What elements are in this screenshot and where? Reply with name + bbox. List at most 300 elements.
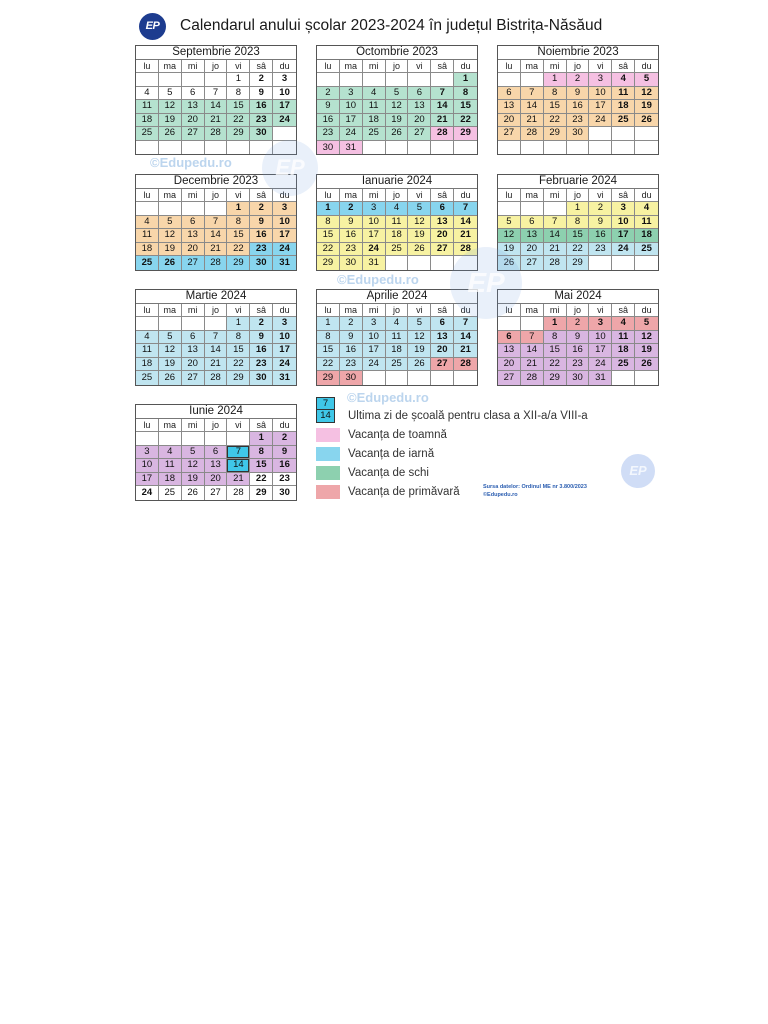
weekday-header: jo — [205, 189, 228, 203]
day-cell: 19 — [408, 229, 431, 243]
weekday-header: mi — [544, 189, 567, 203]
day-grid — [136, 419, 296, 500]
empty-cell — [250, 141, 273, 155]
day-cell: 17 — [589, 344, 612, 358]
day-cell: 16 — [317, 114, 340, 128]
day-cell: 6 — [182, 216, 205, 230]
day-cell: 24 — [612, 243, 635, 257]
empty-cell — [159, 141, 182, 155]
day-cell: 16 — [273, 459, 296, 473]
day-cell: 12 — [635, 331, 658, 345]
weekday-header: vi — [408, 60, 431, 74]
day-cell: 31 — [273, 371, 296, 385]
day-cell: 29 — [317, 256, 340, 270]
day-cell: 5 — [159, 216, 182, 230]
day-cell: 31 — [340, 141, 363, 155]
weekday-header: ma — [521, 60, 544, 74]
empty-cell — [205, 432, 228, 446]
empty-cell — [635, 256, 658, 270]
empty-cell — [521, 202, 544, 216]
day-cell: 21 — [431, 114, 454, 128]
month-ianuarie-2024 — [316, 174, 478, 271]
day-cell: 7 — [521, 331, 544, 345]
month-decembrie-2023 — [135, 174, 297, 271]
day-cell: 17 — [589, 100, 612, 114]
day-cell: 2 — [317, 87, 340, 101]
day-cell: 8 — [227, 331, 250, 345]
weekday-header: jo — [205, 419, 228, 433]
empty-cell — [589, 141, 612, 155]
day-cell: 6 — [182, 331, 205, 345]
empty-cell — [159, 73, 182, 87]
day-cell: 15 — [454, 100, 477, 114]
day-cell: 30 — [250, 127, 273, 141]
empty-cell — [386, 256, 409, 270]
day-cell: 15 — [317, 229, 340, 243]
day-cell: 24 — [363, 243, 386, 257]
day-cell: 8 — [544, 87, 567, 101]
empty-cell — [454, 141, 477, 155]
weekday-header: sâ — [612, 60, 635, 74]
day-cell: 16 — [589, 229, 612, 243]
day-cell: 23 — [250, 358, 273, 372]
empty-cell — [635, 127, 658, 141]
month-septembrie-2023 — [135, 45, 297, 155]
day-cell: 12 — [159, 344, 182, 358]
weekday-header: ma — [521, 304, 544, 318]
day-cell: 15 — [250, 459, 273, 473]
day-grid — [136, 60, 296, 155]
month-title: Aprilie 2024 — [317, 290, 477, 304]
weekday-header: jo — [567, 189, 590, 203]
day-cell: 19 — [635, 344, 658, 358]
weekday-header: vi — [227, 419, 250, 433]
day-cell: 19 — [386, 114, 409, 128]
day-cell: 15 — [227, 100, 250, 114]
empty-cell — [454, 256, 477, 270]
day-cell: 31 — [363, 256, 386, 270]
day-cell: 29 — [250, 486, 273, 500]
day-cell: 28 — [205, 371, 228, 385]
empty-cell — [182, 202, 205, 216]
day-cell: 7 — [205, 216, 228, 230]
day-cell: 28 — [205, 127, 228, 141]
legend-swatch-primavara — [316, 485, 340, 499]
day-cell: 11 — [136, 100, 159, 114]
weekday-header: mi — [363, 304, 386, 318]
weekday-header: sâ — [250, 419, 273, 433]
day-cell: 12 — [408, 331, 431, 345]
day-cell: 24 — [589, 114, 612, 128]
weekday-header: vi — [408, 304, 431, 318]
weekday-header: mi — [363, 189, 386, 203]
day-cell: 1 — [317, 317, 340, 331]
day-cell: 26 — [159, 371, 182, 385]
weekday-header: jo — [567, 304, 590, 318]
day-cell: 18 — [363, 114, 386, 128]
day-cell: 9 — [340, 216, 363, 230]
empty-cell — [182, 73, 205, 87]
day-cell: 13 — [521, 229, 544, 243]
day-cell: 2 — [250, 202, 273, 216]
day-cell: 24 — [136, 486, 159, 500]
weekday-header: du — [635, 304, 658, 318]
weekday-header: sâ — [612, 189, 635, 203]
weekday-header: mi — [182, 419, 205, 433]
day-cell: 7 — [205, 87, 228, 101]
empty-cell — [182, 141, 205, 155]
day-cell: 10 — [273, 216, 296, 230]
day-cell: 4 — [612, 317, 635, 331]
empty-cell — [612, 127, 635, 141]
weekday-header: vi — [227, 60, 250, 74]
day-cell: 30 — [279, 487, 290, 498]
day-cell: 1 — [544, 317, 567, 331]
day-cell: 21 — [227, 473, 250, 487]
day-cell: 25 — [635, 243, 658, 257]
day-cell: 1 — [317, 202, 340, 216]
day-cell: 8 — [317, 216, 340, 230]
day-cell: 15 — [544, 100, 567, 114]
day-cell: 26 — [408, 358, 431, 372]
weekday-header: vi — [589, 60, 612, 74]
day-cell: 5 — [386, 87, 409, 101]
day-cell: 22 — [227, 243, 250, 257]
day-cell: 8 — [227, 87, 250, 101]
day-cell: 23 — [250, 243, 273, 257]
month-title: Ianuarie 2024 — [317, 175, 477, 189]
day-cell: 21 — [205, 114, 228, 128]
day-cell: 18 — [635, 229, 658, 243]
day-cell: 16 — [567, 344, 590, 358]
day-cell: 6 — [498, 87, 521, 101]
day-cell: 7 — [431, 87, 454, 101]
day-cell: 11 — [136, 344, 159, 358]
weekday-header: lu — [498, 189, 521, 203]
empty-cell — [159, 317, 182, 331]
day-cell: 7 — [521, 87, 544, 101]
day-cell: 20 — [182, 243, 205, 257]
empty-cell — [159, 432, 182, 446]
day-cell: 31 — [273, 256, 296, 270]
day-cell: 27 — [431, 358, 454, 372]
weekday-header: jo — [386, 304, 409, 318]
weekday-header: du — [635, 60, 658, 74]
weekday-header: du — [454, 189, 477, 203]
weekday-header: lu — [498, 60, 521, 74]
day-cell: 8 — [544, 331, 567, 345]
day-cell: 13 — [431, 216, 454, 230]
empty-cell — [498, 202, 521, 216]
day-cell: 9 — [340, 331, 363, 345]
weekday-header: lu — [317, 189, 340, 203]
day-cell: 4 — [159, 446, 182, 460]
day-cell: 14 — [205, 344, 228, 358]
watermark-logo-icon: EP — [621, 454, 655, 488]
day-cell: 8 — [250, 446, 273, 460]
day-cell: 3 — [612, 202, 635, 216]
weekday-header: lu — [136, 60, 159, 74]
day-cell: 15 — [227, 229, 250, 243]
day-cell: 12 — [498, 229, 521, 243]
weekday-header: jo — [386, 189, 409, 203]
weekday-header: du — [273, 189, 296, 203]
day-cell: 26 — [408, 243, 431, 257]
empty-cell — [136, 73, 159, 87]
day-cell: 3 — [589, 317, 612, 331]
day-grid — [498, 60, 658, 155]
empty-cell — [567, 141, 590, 155]
day-cell: 14 — [544, 229, 567, 243]
day-cell: 16 — [340, 344, 363, 358]
day-cell: 21 — [521, 114, 544, 128]
day-cell: 6 — [521, 216, 544, 230]
day-cell: 7 — [454, 202, 477, 216]
day-cell: 17 — [612, 229, 635, 243]
day-cell: 20 — [498, 358, 521, 372]
day-cell: 28 — [431, 127, 454, 141]
day-cell: 25 — [386, 243, 409, 257]
weekday-header: lu — [317, 304, 340, 318]
empty-cell — [635, 141, 658, 155]
empty-cell — [386, 371, 409, 385]
empty-cell — [521, 141, 544, 155]
empty-cell — [205, 202, 228, 216]
day-cell: 5 — [635, 317, 658, 331]
day-cell: 20 — [182, 358, 205, 372]
day-cell: 16 — [567, 100, 590, 114]
day-cell: 26 — [386, 127, 409, 141]
month-title: Noiembrie 2023 — [498, 46, 658, 60]
empty-cell — [431, 141, 454, 155]
weekday-header: sâ — [250, 304, 273, 318]
day-cell: 11 — [136, 229, 159, 243]
day-cell: 4 — [136, 87, 159, 101]
day-cell: 16 — [250, 344, 273, 358]
day-cell: 20 — [182, 114, 205, 128]
day-cell: 12 — [182, 459, 205, 473]
day-cell: 13 — [182, 100, 205, 114]
day-cell: 2 — [250, 73, 273, 87]
day-cell: 8 — [227, 216, 250, 230]
weekday-header: jo — [205, 60, 228, 74]
month-mai-2024 — [497, 289, 659, 386]
weekday-header: jo — [386, 60, 409, 74]
day-cell: 13 — [182, 344, 205, 358]
month-iunie-2024 — [135, 404, 297, 501]
day-cell: 2 — [250, 317, 273, 331]
empty-cell — [612, 371, 635, 385]
day-cell: 22 — [454, 114, 477, 128]
day-cell: 11 — [363, 100, 386, 114]
day-cell: 27 — [182, 127, 205, 141]
day-cell: 2 — [273, 432, 296, 446]
day-cell: 10 — [340, 100, 363, 114]
weekday-header: sâ — [250, 189, 273, 203]
day-cell: 22 — [227, 114, 250, 128]
empty-cell — [205, 317, 228, 331]
day-cell: 13 — [498, 100, 521, 114]
day-cell: 18 — [136, 114, 159, 128]
day-cell: 4 — [363, 87, 386, 101]
weekday-header: vi — [589, 304, 612, 318]
day-cell: 29 — [567, 256, 590, 270]
day-cell: 6 — [431, 317, 454, 331]
day-cell: 17 — [273, 229, 296, 243]
day-cell: 15 — [227, 344, 250, 358]
day-cell: 8 — [317, 331, 340, 345]
weekday-header: du — [454, 60, 477, 74]
weekday-header: jo — [205, 304, 228, 318]
day-cell: 23 — [567, 114, 590, 128]
weekday-header: ma — [159, 60, 182, 74]
weekday-header: sâ — [612, 304, 635, 318]
weekday-header: lu — [136, 189, 159, 203]
day-cell: 6 — [205, 446, 228, 460]
day-cell: 20 — [431, 344, 454, 358]
day-cell: 14 — [431, 100, 454, 114]
day-cell: 16 — [250, 100, 273, 114]
day-cell: 23 — [340, 358, 363, 372]
last-school-day-label: Ultima zi de școală pentru clasa a XII-a/a VIII-a — [348, 410, 588, 422]
day-cell: 2 — [340, 317, 363, 331]
day-cell: 28 — [521, 371, 544, 385]
weekday-header: vi — [227, 189, 250, 203]
day-cell: 27 — [498, 127, 521, 141]
day-cell: 2 — [589, 202, 612, 216]
day-cell: 26 — [635, 358, 658, 372]
month-title: Septembrie 2023 — [136, 46, 296, 60]
weekday-header: lu — [498, 304, 521, 318]
empty-cell — [431, 256, 454, 270]
day-cell: 27 — [182, 371, 205, 385]
day-cell: 26 — [498, 256, 521, 270]
day-cell: 10 — [363, 331, 386, 345]
day-cell: 14 — [521, 344, 544, 358]
day-grid — [136, 189, 296, 270]
day-cell: 25 — [136, 127, 159, 141]
day-cell: 3 — [273, 317, 296, 331]
day-cell: 28 — [205, 256, 228, 270]
weekday-header: ma — [340, 189, 363, 203]
day-cell: 10 — [589, 87, 612, 101]
last-school-day-cell: 14 — [227, 459, 250, 473]
day-cell: 9 — [589, 216, 612, 230]
empty-cell — [454, 371, 477, 385]
empty-cell — [363, 371, 386, 385]
day-cell: 23 — [589, 243, 612, 257]
day-cell: 27 — [498, 371, 521, 385]
day-cell: 29 — [227, 256, 250, 270]
day-cell: 9 — [567, 87, 590, 101]
weekday-header: du — [635, 189, 658, 203]
weekday-header: du — [273, 304, 296, 318]
day-cell: 24 — [273, 114, 296, 128]
empty-cell — [408, 73, 431, 87]
day-cell: 27 — [408, 127, 431, 141]
day-cell: 12 — [408, 216, 431, 230]
last-day-swatch-day: 14 — [316, 410, 335, 423]
day-cell: 18 — [612, 344, 635, 358]
day-cell: 17 — [136, 473, 159, 487]
month-aprilie-2024 — [316, 289, 478, 386]
day-cell: 8 — [567, 216, 590, 230]
watermark-text: ©Edupedu.ro — [347, 390, 429, 405]
day-cell: 13 — [431, 331, 454, 345]
day-cell: 27 — [205, 486, 228, 500]
day-cell: 4 — [386, 317, 409, 331]
day-cell: 10 — [612, 216, 635, 230]
last-school-day-cell: 7 — [227, 446, 250, 460]
day-cell: 21 — [205, 243, 228, 257]
weekday-header: mi — [182, 304, 205, 318]
day-cell: 11 — [635, 216, 658, 230]
day-cell: 27 — [182, 256, 205, 270]
day-cell: 25 — [612, 358, 635, 372]
empty-cell — [340, 73, 363, 87]
day-cell: 30 — [317, 141, 340, 155]
month-title: Februarie 2024 — [498, 175, 658, 189]
day-cell: 5 — [408, 202, 431, 216]
day-cell: 29 — [454, 127, 477, 141]
day-cell: 9 — [567, 331, 590, 345]
legend-label-schi: Vacanța de schi — [348, 467, 429, 479]
day-cell: 9 — [317, 100, 340, 114]
weekday-header: ma — [340, 60, 363, 74]
day-grid — [317, 189, 477, 270]
empty-cell — [431, 371, 454, 385]
watermark-logo-icon: EP — [450, 247, 522, 319]
legend-swatch-iarna — [316, 447, 340, 461]
empty-cell — [431, 73, 454, 87]
empty-cell — [182, 432, 205, 446]
day-cell: 25 — [136, 371, 159, 385]
day-cell: 1 — [454, 73, 477, 87]
weekday-header: du — [273, 60, 296, 74]
day-cell: 5 — [159, 87, 182, 101]
day-grid — [498, 189, 658, 270]
weekday-header: mi — [182, 60, 205, 74]
day-cell: 18 — [136, 243, 159, 257]
weekday-header: mi — [182, 189, 205, 203]
weekday-header: lu — [136, 304, 159, 318]
day-cell: 9 — [250, 87, 273, 101]
day-cell: 12 — [635, 87, 658, 101]
empty-cell — [136, 141, 159, 155]
day-cell: 20 — [521, 243, 544, 257]
empty-cell — [205, 73, 228, 87]
day-cell: 29 — [227, 127, 250, 141]
day-cell: 10 — [273, 331, 296, 345]
day-cell: 12 — [386, 100, 409, 114]
day-grid — [498, 304, 658, 385]
weekday-header: ma — [159, 419, 182, 433]
watermark-logo-icon: EP — [262, 140, 318, 196]
day-cell: 14 — [205, 229, 228, 243]
empty-cell — [521, 317, 544, 331]
weekday-header: lu — [136, 419, 159, 433]
day-cell: 3 — [273, 202, 296, 216]
legend-label-primavara: Vacanța de primăvară — [348, 486, 460, 498]
day-cell: 22 — [544, 114, 567, 128]
legend-swatch-schi — [316, 466, 340, 480]
day-cell: 11 — [159, 459, 182, 473]
day-cell: 14 — [454, 331, 477, 345]
empty-cell — [544, 141, 567, 155]
day-grid — [136, 304, 296, 385]
day-cell: 25 — [136, 256, 159, 270]
empty-cell — [205, 141, 228, 155]
